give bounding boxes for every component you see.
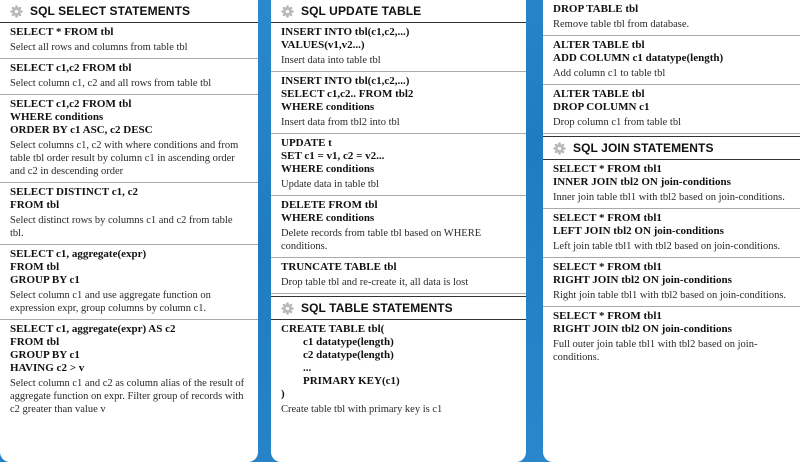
update-table-column [271,0,526,462]
sql-command: TRUNCATE TABLE tbl [281,261,397,273]
sql-command: CREATE TABLE tbl( c1 datatype(length) c2 datatype(length) ... PRIMARY KEY(c1) ) [281,323,400,400]
sql-description: Inner join table tbl1 with tbl2 based on join-conditions. [553,192,785,203]
sql-description: Full outer join table tbl1 with tbl2 based on join-conditions. [553,339,758,363]
flower-icon [10,5,23,18]
sql-command: SELECT DISTINCT c1, c2 FROM tbl [10,186,138,211]
sql-command: SELECT c1,c2 FROM tbl [10,62,132,74]
sql-description: Drop column c1 from table tbl [553,117,682,128]
section-title: SQL SELECT STATEMENTS [30,4,191,18]
sql-entry [543,36,800,85]
sql-description: Delete records from table tbl based on WHERE conditions. [281,228,482,252]
section-title: SQL UPDATE TABLE [301,4,422,18]
sql-entry [0,95,258,183]
sql-description: Add column c1 to table tbl [553,68,666,79]
section-header [543,136,800,160]
sql-entry [271,258,526,294]
sql-entry [271,134,526,196]
sql-description: Select distinct rows by columns c1 and c2 from table tbl. [10,215,233,239]
sql-command: SELECT * FROM tbl1 RIGHT JOIN tbl2 ON join-conditions [553,261,732,286]
sql-command: ALTER TABLE tbl DROP COLUMN c1 [553,88,650,113]
section-header [271,0,526,23]
sql-description: Select column c1 and use aggregate function on expression expr, group columns by column c1. [10,290,211,314]
sql-description: Remove table tbl from database. [553,19,690,30]
sql-command: ALTER TABLE tbl ADD COLUMN c1 datatype(length) [553,39,724,64]
sql-command: INSERT INTO tbl(c1,c2,...) SELECT c1,c2.. FROM tbl2 WHERE conditions [281,75,414,113]
sql-command: UPDATE t SET c1 = v1, c2 = v2... WHERE conditions [281,137,385,175]
sql-entry [543,209,800,258]
sql-command: INSERT INTO tbl(c1,c2,...) VALUES(v1,v2...) [281,26,410,51]
section-header [271,296,526,320]
section-header [0,0,258,23]
sql-entry [0,320,258,420]
sql-command: SELECT * FROM tbl1 RIGHT JOIN tbl2 ON join-conditions [553,310,732,335]
sql-command: DELETE FROM tbl WHERE conditions [281,199,378,224]
sql-command: SELECT * FROM tbl [10,26,114,38]
sql-command: SELECT c1,c2 FROM tbl WHERE conditions ORDER BY c1 ASC, c2 DESC [10,98,153,136]
sql-entry [271,23,526,72]
sql-command: SELECT c1, aggregate(expr) AS c2 FROM tbl GROUP BY c1 HAVING c2 > v [10,323,176,374]
sql-entry [0,245,258,320]
sql-entry [543,0,800,36]
sql-entry [543,160,800,209]
sql-command: DROP TABLE tbl [553,3,639,15]
section-title: SQL JOIN STATEMENTS [573,141,714,155]
sql-description: Left join table tbl1 with tbl2 based on join-conditions. [553,241,781,252]
sql-command: SELECT * FROM tbl1 INNER JOIN tbl2 ON join-conditions [553,163,731,188]
sql-entry [543,85,800,134]
sql-description: Right join table tbl1 with tbl2 based on join-conditions. [553,290,787,301]
sql-entry [271,196,526,258]
sql-description: Select all rows and columns from table tbl [10,42,188,53]
sql-description: Select column c1, c2 and all rows from table tbl [10,78,212,89]
sql-description: Insert data into table tbl [281,55,381,66]
select-statements-column [0,0,258,462]
section-title: SQL TABLE STATEMENTS [301,301,453,315]
drop-alter-join-column [543,0,800,462]
sql-command: SELECT * FROM tbl1 LEFT JOIN tbl2 ON join-conditions [553,212,724,237]
flower-icon [281,5,294,18]
sql-entry [271,320,526,420]
sql-entry [543,258,800,307]
sql-entry [0,23,258,59]
sql-entry [0,183,258,245]
sql-description: Create table tbl with primary key is c1 [281,404,443,415]
sql-description: Update data in table tbl [281,179,379,190]
sql-description: Drop table tbl and re-create it, all data is lost [281,277,469,288]
sql-entry [271,72,526,134]
sql-entry [543,307,800,368]
sql-description: Select column c1 and c2 as column alias of the result of aggregate function on expr. Filter group of records with c2 greater than value v [10,378,245,415]
sql-entry [0,59,258,95]
sql-description: Insert data from tbl2 into tbl [281,117,400,128]
sql-command: SELECT c1, aggregate(expr) FROM tbl GROUP BY c1 [10,248,147,286]
sql-description: Select columns c1, c2 with where conditions and from table tbl order result by column c1 in ascending order and c2 in descending order [10,140,239,177]
flower-icon [553,142,566,155]
flower-icon [281,302,294,315]
